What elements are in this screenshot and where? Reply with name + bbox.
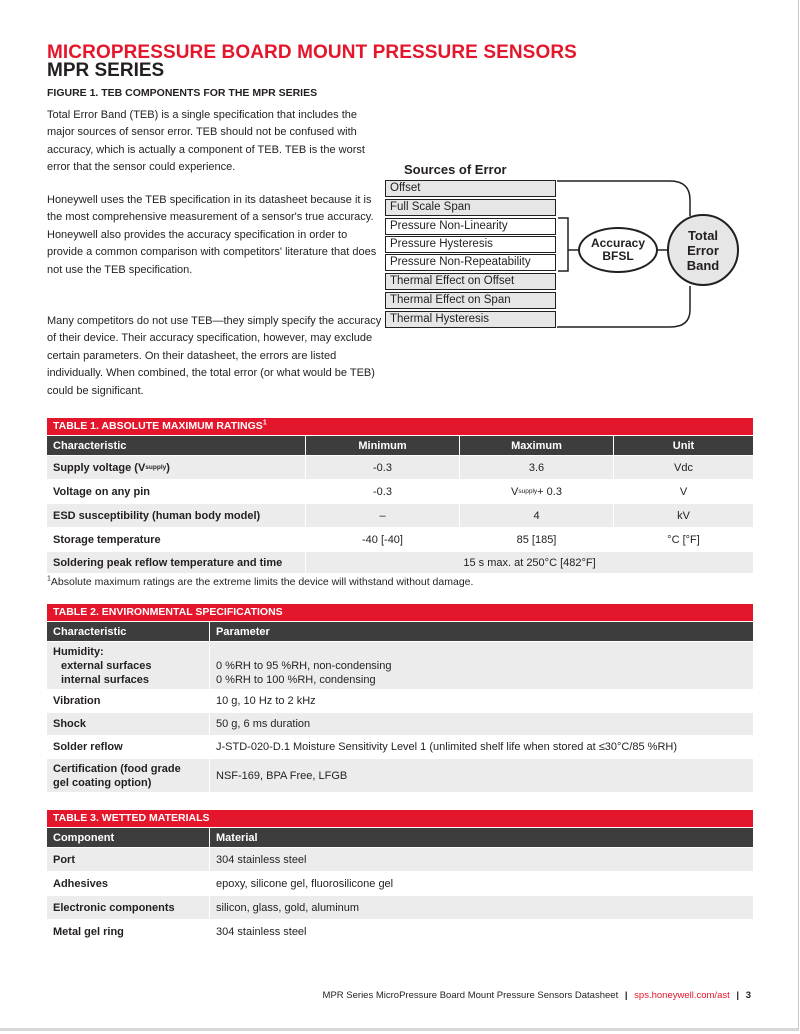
table2-cell-humidity xyxy=(47,641,209,689)
table-environmental-specifications xyxy=(47,604,753,793)
table1-header-maximum: Maximum xyxy=(459,435,613,455)
figure-title: FIGURE 1. TEB COMPONENTS FOR THE MPR SERIES xyxy=(47,87,318,99)
humidity-external-value: 0 %RH to 95 %RH, non-condensing xyxy=(216,659,392,672)
table3-header-component: Component xyxy=(47,827,209,847)
humidity-label: Humidity: xyxy=(53,645,104,658)
document-title: MICROPRESSURE BOARD MOUNT PRESSURE SENSORS xyxy=(47,42,577,63)
bfsl-label: BFSL xyxy=(602,249,634,263)
table1-cell-min: -40 [-40] xyxy=(305,527,459,551)
error-source-full-scale-span: Full Scale Span xyxy=(385,199,556,216)
table2-cell-param: NSF-169, BPA Free, LFGB xyxy=(209,758,753,792)
table1-cell-min: – xyxy=(305,503,459,527)
accuracy-label: Accuracy xyxy=(590,236,646,250)
error-source-nonrepeatability: Pressure Non-Repeatability xyxy=(385,254,556,271)
table1-cell-span: 15 s max. at 250°C [482°F] xyxy=(305,551,753,573)
table3-cell-component: Port xyxy=(47,847,209,871)
teb-label-band: Band xyxy=(686,257,720,273)
table3-cell-component: Adhesives xyxy=(47,871,209,895)
teb-diagram xyxy=(380,160,740,340)
error-source-hysteresis: Pressure Hysteresis xyxy=(385,236,556,253)
paragraph-honeywell-teb: Honeywell uses the TEB specification in its datasheet because it is the most comprehensive measurement of a sensor's true accuracy. Honeywell also provides the accuracy specification in order to provide a common comparison with competitors' literature that does not use the TEB specification. xyxy=(47,194,377,276)
footer-url-link[interactable]: sps.honeywell.com/ast xyxy=(634,990,730,1001)
table1-cell-unit: V xyxy=(613,479,753,503)
error-source-thermal-hysteresis: Thermal Hysteresis xyxy=(385,311,556,328)
table3-cell-material: 304 stainless steel xyxy=(209,919,753,943)
table3-cell-material: silicon, glass, gold, aluminum xyxy=(209,895,753,919)
table1-header-minimum: Minimum xyxy=(305,435,459,455)
table2-cell-char: Shock xyxy=(47,712,209,735)
table2-cell-humidity-values xyxy=(209,641,753,689)
table-absolute-maximum-ratings xyxy=(47,418,753,591)
table2-header-parameter: Parameter xyxy=(209,621,753,641)
paragraph-teb-definition: Total Error Band (TEB) is a single specification that includes the major sources of sensor error. TEB should not be confused with accuracy, which is actually a component of TEB. TEB is the worst error that the sensor could experience. xyxy=(47,109,365,174)
footer-document-name: MPR Series MicroPressure Board Mount Pressure Sensors Datasheet xyxy=(322,990,619,1001)
paragraph-competitors: Many competitors do not use TEB—they simply specify the accuracy of their device. Their accuracy specification, however, may exclude certain parameters. On their datasheet, the errors are listed individually. When combined, the total error (or what would be TEB) could be significant. xyxy=(47,315,382,397)
page-footer xyxy=(323,990,751,1001)
teb-label-total: Total xyxy=(687,227,719,243)
table1-cell-min: -0.3 xyxy=(305,455,459,479)
table1-cell-char: Supply voltage (V supply ) xyxy=(47,455,305,479)
table1-cell-max: V supply + 0.3 xyxy=(459,479,613,503)
table1-cell-max: 85 [185] xyxy=(459,527,613,551)
series-title: MPR SERIES xyxy=(47,60,165,81)
total-error-band-ellipse xyxy=(667,214,739,286)
table1-cell-char: ESD susceptibility (human body model) xyxy=(47,503,305,527)
table1-cell-char: Voltage on any pin xyxy=(47,479,305,503)
accuracy-bfsl-ellipse xyxy=(578,227,658,273)
table3-title: TABLE 3. WETTED MATERIALS xyxy=(47,810,753,827)
table2-cell-certification xyxy=(47,758,209,792)
error-source-thermal-span: Thermal Effect on Span xyxy=(385,292,556,309)
error-source-nonlinearity: Pressure Non-Linearity xyxy=(385,218,556,235)
table1-cell-unit: Vdc xyxy=(613,455,753,479)
table1-footnote: $^1$Absolute maximum ratings are the extreme limits the device will withstand without damage. xyxy=(47,575,474,588)
table3-cell-component: Metal gel ring xyxy=(47,919,209,943)
table2-cell-param: J-STD-020-D.1 Moisture Sensitivity Level 1 (unlimited shelf life when stored at ≤30°C/85 %RH) xyxy=(209,735,753,758)
table1-cell-char: Soldering peak reflow temperature and time xyxy=(47,551,305,573)
table2-cell-param: 50 g, 6 ms duration xyxy=(209,712,753,735)
table2-cell-param: 10 g, 10 Hz to 2 kHz xyxy=(209,689,753,712)
table3-header-material: Material xyxy=(209,827,753,847)
table-wetted-materials xyxy=(47,810,753,944)
error-source-thermal-offset: Thermal Effect on Offset xyxy=(385,273,556,290)
table3-cell-material: 304 stainless steel xyxy=(209,847,753,871)
table1-title: TABLE 1. ABSOLUTE MAXIMUM RATINGS$^1$ xyxy=(47,418,753,435)
humidity-internal-label: internal surfaces xyxy=(61,673,150,686)
table2-header-characteristic: Characteristic xyxy=(47,621,209,641)
table1-cell-unit: kV xyxy=(613,503,753,527)
humidity-internal-value: 0 %RH to 100 %RH, condensing xyxy=(216,673,376,686)
table3-cell-material: epoxy, silicone gel, fluorosilicone gel xyxy=(209,871,753,895)
table2-title: TABLE 2. ENVIRONMENTAL SPECIFICATIONS xyxy=(47,604,753,621)
footer-separator: | xyxy=(624,990,628,1001)
diagram-title: Sources of Error xyxy=(404,162,507,177)
humidity-external-label: external surfaces xyxy=(61,659,152,672)
footer-separator: | xyxy=(736,990,740,1001)
table3-cell-component: Electronic components xyxy=(47,895,209,919)
certification-label-line2: gel coating option) xyxy=(53,776,152,789)
error-source-offset: Offset xyxy=(385,180,556,197)
table1-cell-max: 3.6 xyxy=(459,455,613,479)
table1-header-unit: Unit xyxy=(613,435,753,455)
table2-cell-char: Solder reflow xyxy=(47,735,209,758)
table1-cell-unit: °C [°F] xyxy=(613,527,753,551)
table1-cell-max: 4 xyxy=(459,503,613,527)
certification-label-line1: Certification (food grade xyxy=(53,762,181,775)
table1-cell-min: -0.3 xyxy=(305,479,459,503)
teb-label-error: Error xyxy=(687,242,719,258)
table2-cell-char: Vibration xyxy=(47,689,209,712)
page-number: 3 xyxy=(745,990,751,1001)
table1-header-characteristic: Characteristic xyxy=(47,435,305,455)
table1-cell-char: Storage temperature xyxy=(47,527,305,551)
